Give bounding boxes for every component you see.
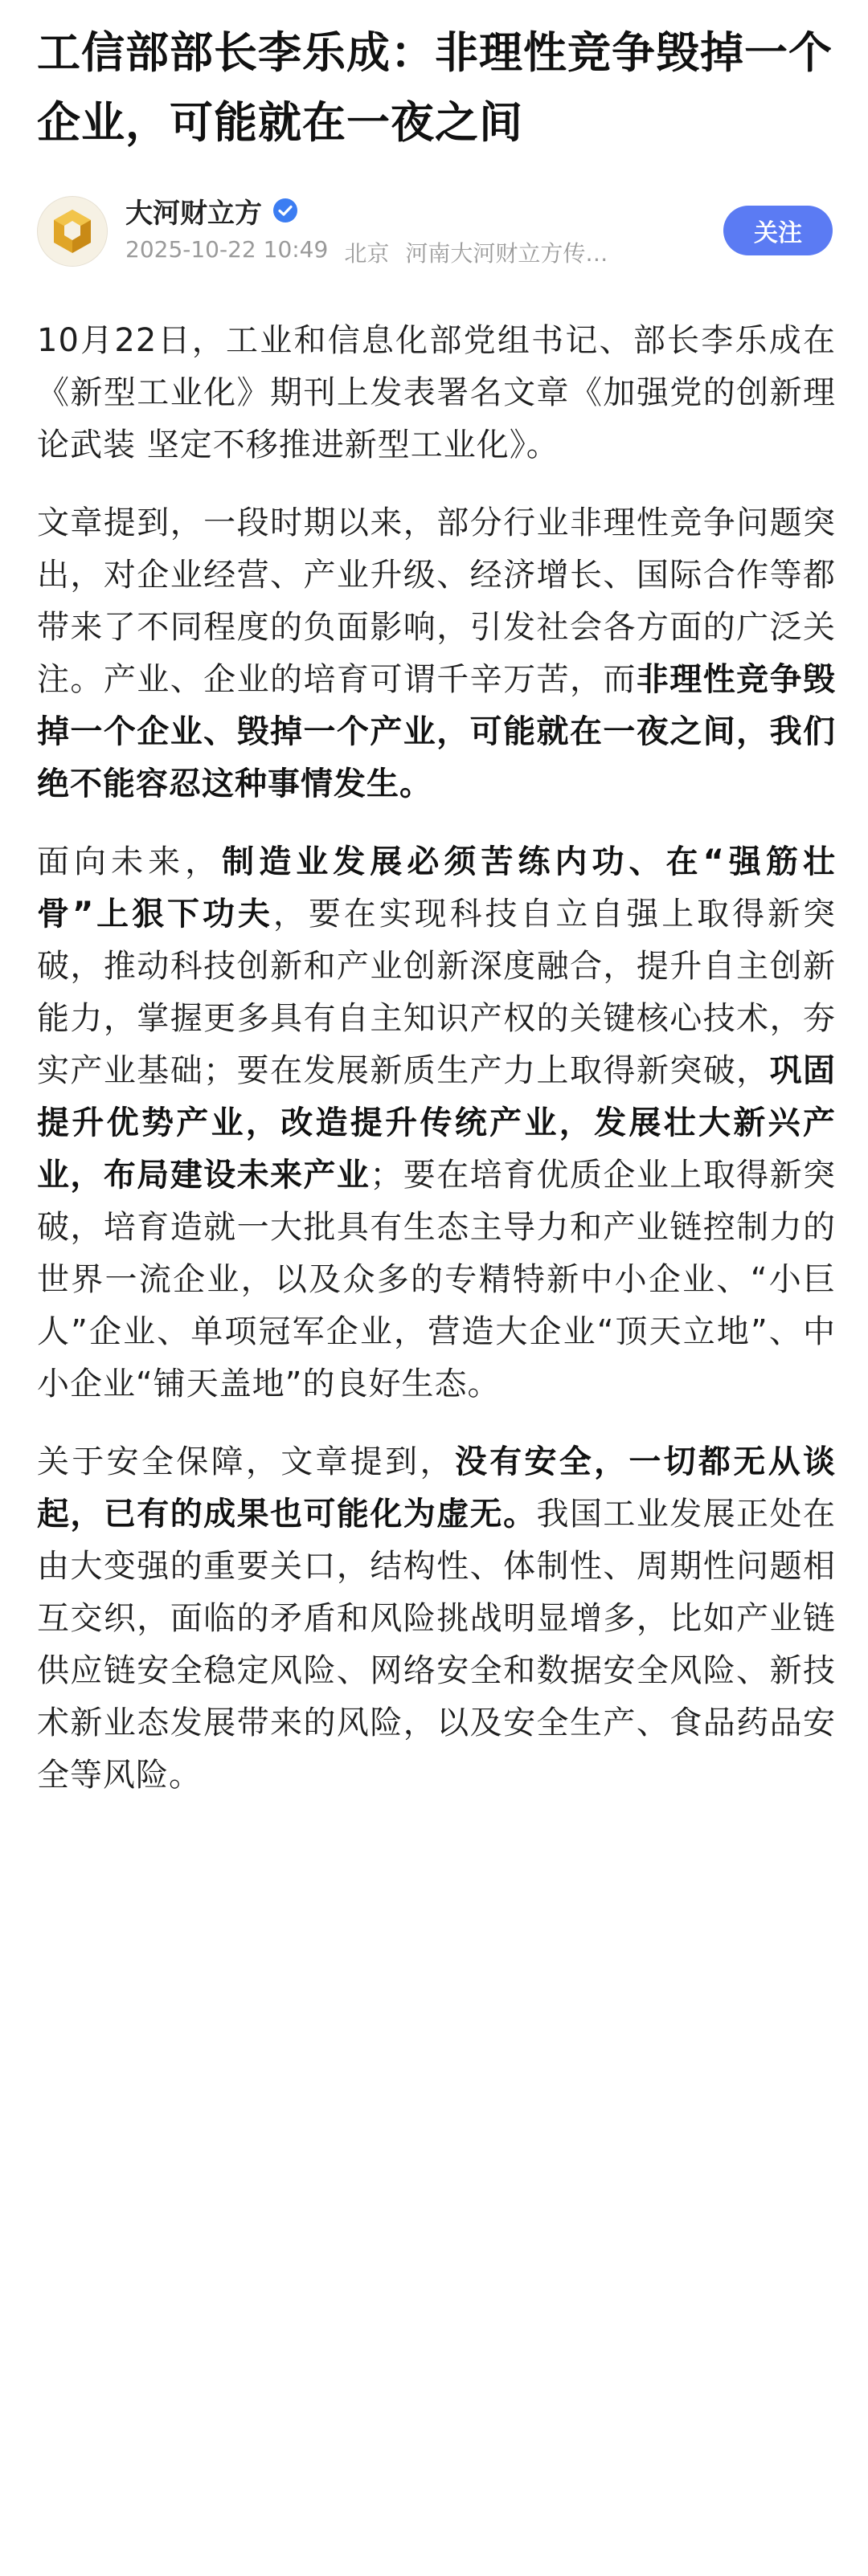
bottom-fade [0, 2528, 868, 2576]
follow-button[interactable]: 关注 [723, 206, 833, 255]
paragraph-text: 关于安全保障，文章提到， [37, 1443, 455, 1480]
publish-location: 北京 [344, 240, 390, 267]
article-paragraph [37, 497, 836, 810]
paragraph-text: ；要在培育优质企业上取得新突破，培育造就一大批具有生态主导力和产业链控制力的世界一流企业，以及众多的专精特新中小企业、“小巨人”企业、单项冠军企业，营造大企业“顶天立地”、中小企业“铺天盖地”的良好生态。 [37, 1157, 837, 1402]
logo-icon [38, 197, 107, 266]
bold-text: 非理性竞争毁掉一个企业、毁掉一个产业，可能就在一夜之间，我们绝不能容忍这种事情发生。 [37, 661, 837, 802]
publish-date: 2025-10-22 10:49 [125, 236, 329, 263]
author-row [37, 186, 833, 283]
author-meta [125, 236, 720, 268]
bold-text: 制造业发展必须苦练内功、在“强筋壮骨”上狠下功夫 [37, 843, 836, 933]
paragraph-text: ，要在实现科技自立自强上取得新突破，推动科技创新和产业创新深度融合，提升自主创新能力，掌握更多具有自主知识产权的关键核心技术，夯实产业基础；要在发展新质生产力上取得新突破， [37, 896, 837, 1089]
publish-source: 河南大河财立方传… [405, 240, 608, 267]
paragraph-text: 文章提到，一段时期以来，部分行业非理性竞争问题突出，对企业经营、产业升级、经济增长、国际合作等都带来了不同程度的负面影响，引发社会各方面的广泛关注。产业、企业的培育可谓千辛万苦，而 [37, 504, 836, 698]
author-avatar[interactable] [37, 196, 108, 267]
article-title: 工信部部长李乐成：非理性竞争毁掉一个企业，可能就在一夜之间 [37, 27, 833, 148]
paragraph-text: 10月22日，工业和信息化部党组书记、部长李乐成在《新型工业化》期刊上发表署名文章《加强党的创新理论武装 坚定不移推进新型工业化》。 [37, 322, 836, 463]
verified-check-icon [272, 197, 299, 224]
article-body [37, 315, 836, 1827]
article-paragraph [37, 315, 836, 472]
paragraph-text: 我国工业发展正处在由大变强的重要关口，结构性、体制性、周期性问题相互交织，面临的矛盾和风险挑战明显增多，比如产业链供应链安全稳定风险、网络安全和数据安全风险、新技术新业态发展带来的风险，以及安全生产、食品药品安全等风险。 [37, 1496, 837, 1794]
bold-text: 巩固提升优势产业，改造提升传统产业，发展壮大新兴产业，布局建设未来产业 [37, 1052, 837, 1194]
article-paragraph [37, 836, 836, 1410]
author-name-line [125, 191, 299, 230]
paragraph-text: 面向未来， [37, 843, 223, 880]
bold-text: 没有安全，一切都无从谈起，已有的成果也可能化为虚无。 [37, 1443, 837, 1533]
article-paragraph [37, 1436, 836, 1802]
author-name[interactable]: 大河财立方 [125, 197, 262, 230]
